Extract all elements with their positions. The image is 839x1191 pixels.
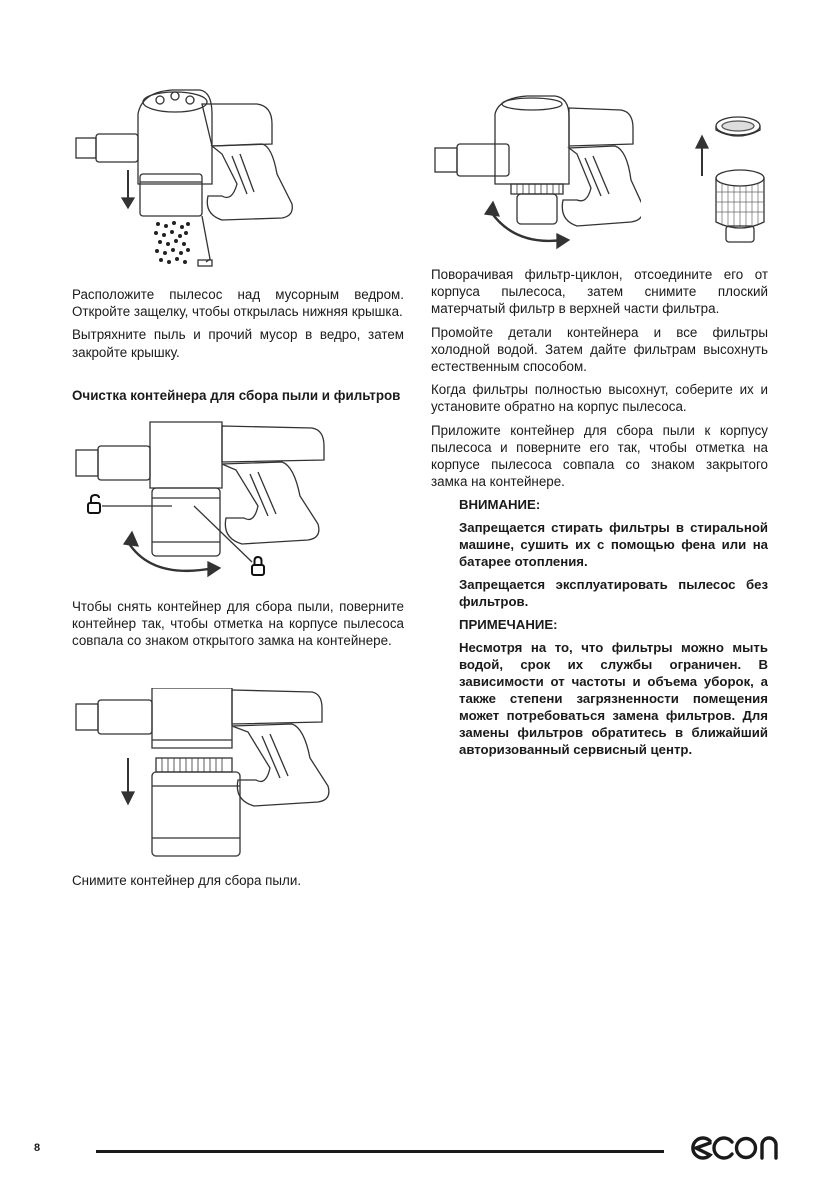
attention-item-1: Запрещается стирать фильтры в стиральной машине, сушить их с помощью фена или на батарее отопления. xyxy=(459,520,768,570)
figure-rotate-container xyxy=(72,420,342,585)
filter-paragraph-1: Поворачивая фильтр-циклон, отсоедините его от корпуса пылесоса, затем снимите плоский матерчатый фильтр в верхней части фильтра. xyxy=(431,267,768,317)
attention-label: ВНИМАНИЕ: xyxy=(459,497,541,513)
note-item-1: Несмотря на то, что фильтры можно мыть водой, срок их службы ограничен. В зависимости от частоты и объема уборок, а также степени загрязненности помещения может потребоваться замена фильтров. Для замены фильтров обратитесь в ближайший авторизованный сервисный центр. xyxy=(459,640,768,758)
left-text-block-2 xyxy=(72,598,404,656)
note-label: ПРИМЕЧАНИЕ: xyxy=(459,617,558,633)
step2-paragraph: Чтобы снять контейнер для сбора пыли, поверните контейнер так, чтобы отметка на корпусе пылесоса совпала со знаком открытого замка на контейнере. xyxy=(72,599,404,649)
right-text-block xyxy=(431,266,768,764)
open-lock-icon xyxy=(86,494,104,514)
closed-lock-icon xyxy=(250,556,268,576)
brand-logo xyxy=(690,1133,782,1168)
footer-divider xyxy=(96,1150,664,1153)
figure-remove-container xyxy=(72,688,342,863)
page-number: 8 xyxy=(34,1142,41,1154)
filter-paragraph-4: Приложите контейнер для сбора пыли к корпусу пылесоса и поверните его так, чтобы отметка на корпусе пылесоса совпала со знаком закрытого замка на контейнере. xyxy=(431,422,768,490)
figure-empty-dust xyxy=(72,84,302,274)
left-text-block-3 xyxy=(72,872,404,895)
figure-cyclone-filter xyxy=(431,94,641,254)
figure-separated-filters xyxy=(694,112,774,248)
section-heading-block xyxy=(72,387,404,404)
step1-paragraph-1: Расположите пылесос над мусорным ведром. Откройте защелку, чтобы открылась нижняя крышка. xyxy=(72,287,404,320)
step1-paragraph-2: Вытряхните пыль и прочий мусор в ведро, затем закройте крышку. xyxy=(72,327,404,360)
dust-particles-icon xyxy=(152,220,212,270)
filter-paragraph-3: Когда фильтры полностью высохнут, соберите их и установите обратно на корпус пылесоса. xyxy=(431,382,768,415)
section-title: Очистка контейнера для сбора пыли и фильтров xyxy=(72,388,401,403)
step3-paragraph: Снимите контейнер для сбора пыли. xyxy=(72,873,302,888)
warnings-block xyxy=(459,496,768,758)
left-text-block-1 xyxy=(72,286,404,367)
attention-item-2: Запрещается эксплуатировать пылесос без фильтров. xyxy=(459,577,768,610)
filter-paragraph-2: Промойте детали контейнера и все фильтры холодной водой. Затем дайте фильтрам высохнуть естественным способом. xyxy=(431,324,768,375)
